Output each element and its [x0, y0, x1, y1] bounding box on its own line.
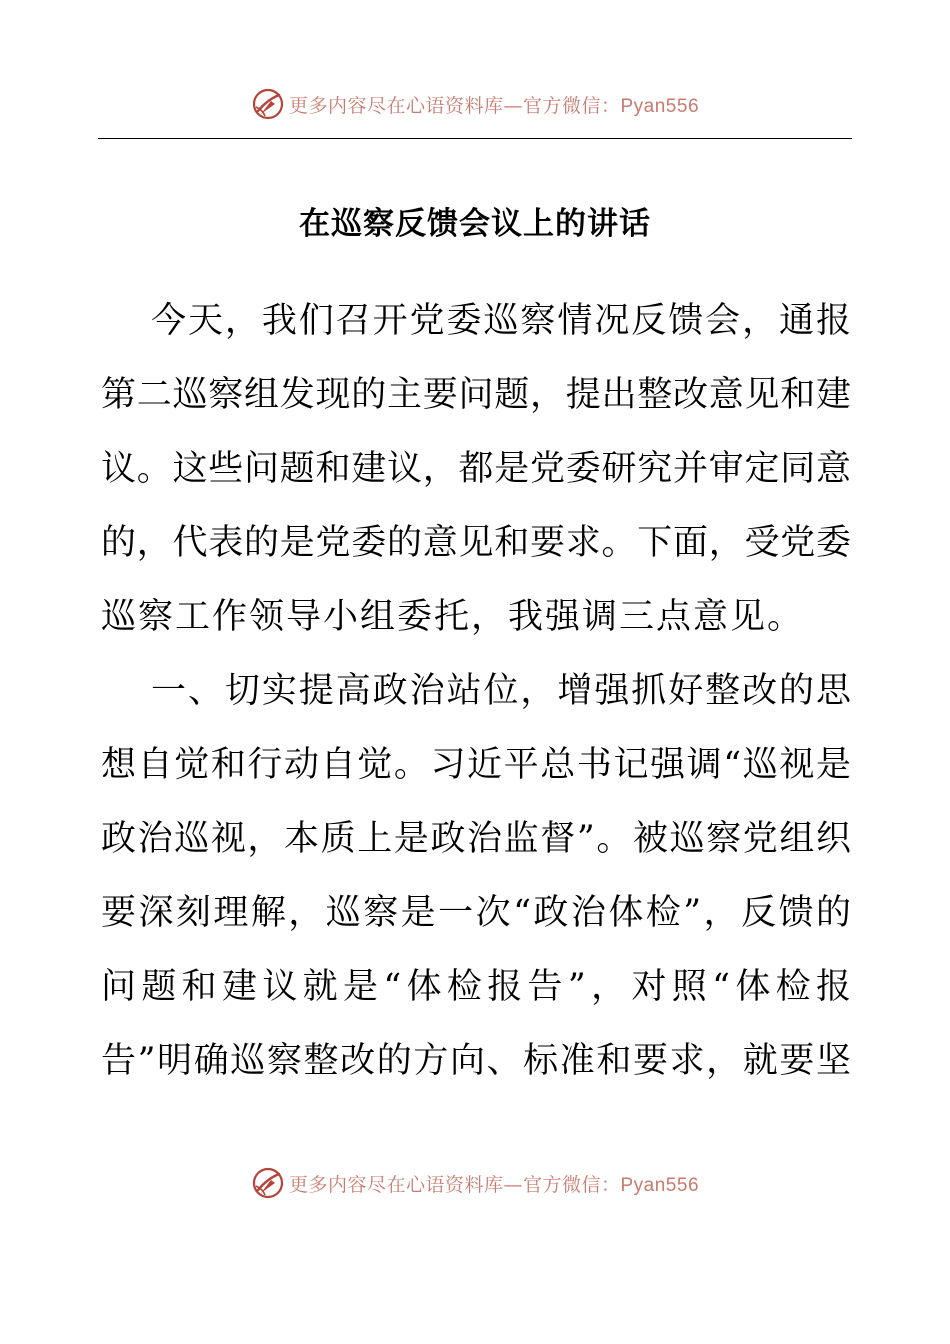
wechat-id: Pyan556 — [620, 1174, 700, 1196]
paragraph-line: 政治巡视，本质上是政治监督”。被巡察党组织 — [101, 819, 851, 859]
document-body — [101, 284, 851, 1098]
pen-logo-icon — [251, 1166, 285, 1200]
banner-text: 更多内容尽在心语资料库—官方微信：Pyan556 — [288, 94, 700, 117]
header-banner — [0, 84, 950, 124]
paragraph-line: 巡察工作领导小组委托，我强调三点意见。 — [101, 597, 805, 637]
paragraph-line: 要深刻理解，巡察是一次“政治体检”，反馈的 — [101, 893, 851, 933]
document-title: 在巡察反馈会议上的讲话 — [299, 206, 651, 242]
pen-logo-icon — [251, 87, 285, 121]
paragraph-line: 第二巡察组发现的主要问题，提出整改意见和建 — [101, 375, 851, 415]
paragraph-line: 议。这些问题和建议，都是党委研究并审定同意 — [101, 449, 851, 489]
header-divider — [98, 138, 852, 139]
banner-text: 更多内容尽在心语资料库—官方微信：Pyan556 — [288, 1173, 700, 1196]
paragraph-line: 一、切实提高政治站位，增强抓好整改的思 — [151, 671, 851, 711]
paragraph-line: 想自觉和行动自觉。习近平总书记强调“巡视是 — [101, 745, 851, 785]
paragraph-line: 告”明确巡察整改的方向、标准和要求，就要坚 — [101, 1041, 851, 1081]
footer-banner — [0, 1163, 950, 1203]
paragraph-line: 问题和建议就是“体检报告”，对照“体检报 — [101, 967, 851, 1007]
paragraph-line: 的，代表的是党委的意见和要求。下面，受党委 — [101, 523, 851, 563]
paragraph-line: 今天，我们召开党委巡察情况反馈会，通报 — [151, 301, 851, 341]
wechat-id: Pyan556 — [620, 95, 700, 117]
